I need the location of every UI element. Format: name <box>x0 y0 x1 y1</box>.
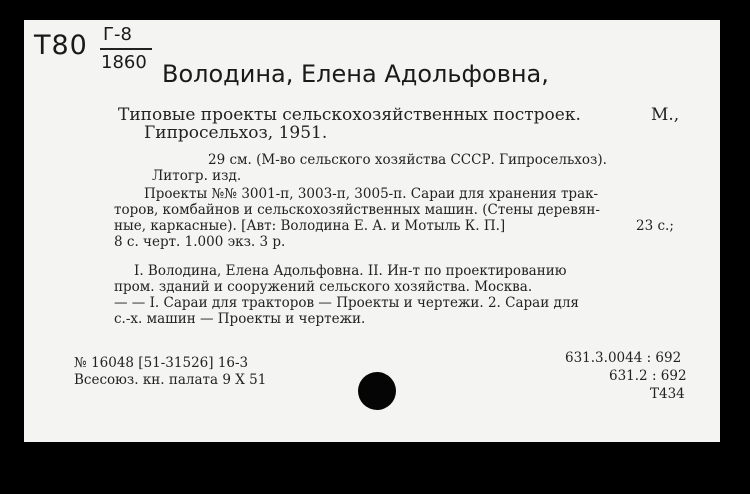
record-number: № 16048 [51-31526] 16-3 <box>74 355 249 371</box>
shelf-mark-divider <box>100 48 152 50</box>
tracing-line-4: с.-х. машин — Проекты и чертежи. <box>114 311 366 327</box>
tracing-line-3: — — I. Сараи для тракторов — Проекты и чертежи. 2. Сараи для <box>114 295 579 311</box>
classification-3: Т434 <box>650 386 685 402</box>
projects-line-3: ные, каркасные). [Авт: Володина Е. А. и Мотыль К. П.] <box>114 218 506 234</box>
tracing-line-2: пром. зданий и сооружений сельского хозяйства. Москва. <box>114 279 533 295</box>
tracing-line-1: I. Володина, Елена Адольфовна. II. Ин-т по проектированию <box>134 263 567 279</box>
catalog-card <box>24 20 720 442</box>
title-line-1: Типовые проекты сельскохозяйственных построек. <box>118 105 581 125</box>
punch-hole <box>358 372 396 410</box>
size-line: 29 см. (М-во сельского хозяйства СССР. Гипросельхоз). <box>208 152 607 168</box>
page-count: 23 с.; <box>636 218 674 234</box>
projects-line-1: Проекты №№ 3001-п, 3003-п, 3005-п. Сараи для хранения трак- <box>144 186 599 202</box>
handwritten-author: Володина, Елена Адольфовна, <box>162 60 549 88</box>
book-chamber: Всесоюз. кн. палата 9 X 51 <box>74 372 267 388</box>
classification-1: 631.3.0044 : 692 <box>565 350 682 366</box>
projects-line-2: торов, комбайнов и сельскохозяйственных машин. (Стены деревян- <box>114 202 600 218</box>
title-city: М., <box>651 105 680 125</box>
call-number: T80 <box>34 30 88 61</box>
shelf-mark-bottom: 1860 <box>101 52 147 73</box>
title-line-2: Гипросельхоз, 1951. <box>144 123 328 143</box>
classification-2: 631.2 : 692 <box>609 368 687 384</box>
projects-line-4: 8 с. черт. 1.000 экз. 3 р. <box>114 234 286 250</box>
shelf-mark-top: Г-8 <box>103 24 132 45</box>
edition-note: Литогр. изд. <box>152 168 242 184</box>
